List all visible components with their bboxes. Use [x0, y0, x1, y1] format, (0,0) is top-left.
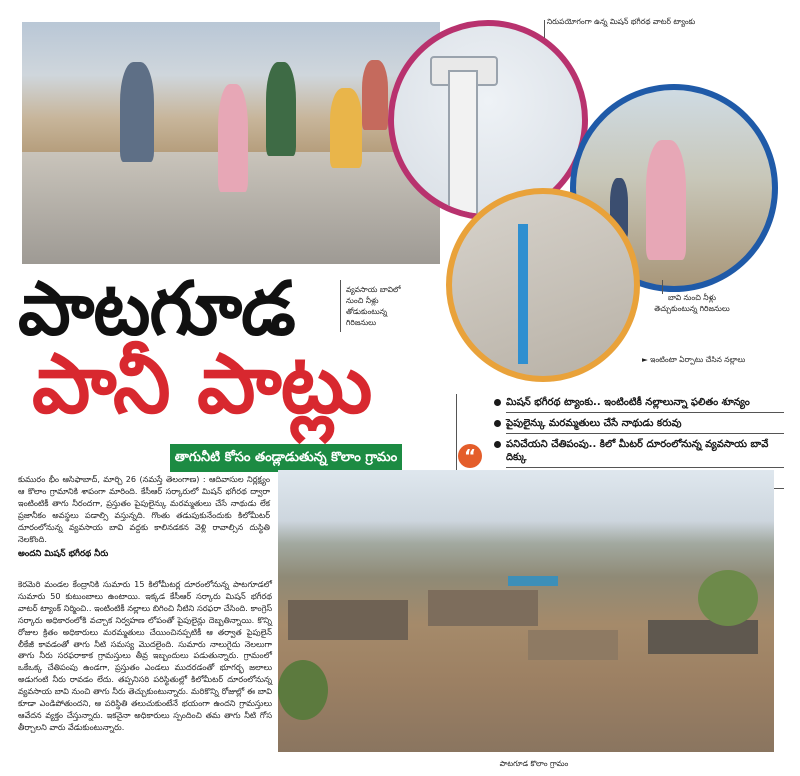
tank-tower	[448, 70, 478, 220]
tap-photo	[446, 188, 640, 382]
highlight-text: మిషన్ భగీరథ ట్యాంకు.. ఇంటింటికీ నల్లాలున్నా ఫలితం శూన్యం	[506, 396, 784, 413]
caption-pointer	[662, 280, 663, 294]
article-intro	[18, 474, 270, 563]
villager-figure	[330, 88, 362, 168]
villager-figure	[120, 62, 154, 162]
highlight-item	[494, 438, 784, 468]
hut-roof	[648, 620, 758, 654]
caption-pointer	[544, 20, 545, 38]
body-paragraph: కెరమెరి మండల కేంద్రానికి సుమారు 15 కిలోమీటర్ల దూరంలోనున్న పాటగూడలో సుమారు 50 కుటుంబాలు ఉంటాయి. ఇక్కడ కేసీఆర్ సర్కారు మిషన్ భగీరథ వాటర్ ట్యాంక్ నిర్మించి.. ఇంటింటికీ నల్లాలు బిగించి నీటిని సరఫరా చేసింది. కాంగ్రెస్ సర్కారు అధికారంలోకి వచ్చాక నిర్వహణ లోపంతో పైపులైన్లు దెబ్బతిన్నాయి. కొన్ని రోజుల క్రితం అధికారులు మరమ్మతులు చేయించినప్పటికీ ఆ తర్వాత పైపులైన్ లీకేజీ కావడంతో తాగు నీటి సమస్య మొదలైంది. సుమారు నాలుగైదు నెలలుగా తాగు నీరు సరఫరాకాక గ్రామస్తులు తీవ్ర ఇబ్బందులు పడుతున్నారు. గ్రామంలో ఒకేఒక్క చేతిపంపు ఉండగా, ప్రస్తుతం ఎండలు ముదరడంతో భూగర్భ జలాలు అడుగంటి నీరు రావడం లేదు. తప్పనిసరి పరిస్థితుల్లో కిలోమీటర్ దూరంలోనున్న వ్యవసాయ బావి నుంచి తాగు నీరు తెచ్చుకుంటున్నారు. మరికొన్ని రోజుల్లో ఈ బావి కూడా ఎండిపోతుందని, ఆ పరిస్థితి తలుచుకుంటేనే భయంగా ఉందని గ్రామస్తులు ఆవేదన వ్యక్తం చేస్తున్నారు. ఇకనైనా అధికారులు స్పందించి తమ తాగు నీటి గోస తీర్చాలని వారు వేడుకుంటున్నారు.	[18, 579, 272, 732]
village-photo	[278, 470, 774, 752]
caption-women: బావి నుంచి నీళ్లు తెచ్చుకుంటున్న గిరిజనులు	[654, 293, 730, 313]
blue-roof	[508, 576, 558, 586]
highlight-item	[494, 417, 784, 434]
tree-cluster	[698, 570, 758, 626]
caption-tap	[642, 354, 772, 365]
highlight-item	[494, 396, 784, 413]
caption-tank: నిరుపయోగంగా ఉన్న మిషన్ భగీరథ వాటర్ ట్యాంకు	[546, 17, 696, 26]
well-photo	[22, 22, 440, 264]
quote-icon: “	[458, 444, 482, 468]
hut-roof	[428, 590, 538, 626]
intro-paragraph: కుమురం భీం ఆసిఫాబాద్, మార్చి 26 (నమస్తే తెలంగాణ) : ఆదివాసుల నిర్లక్ష్యం ఆ కొలాం గ్రామానికి శాపంగా మారింది. కేసీఆర్ సర్కారులో మిషన్ భగీరథ ద్వారా ఇంటింటికీ తాగు నీరందగా, ప్రస్తుతం పైపులైన్కు మరమ్మతులు చేసే నాథుడు లేక ప్రజానీకం అవస్థలు పడాల్సి వస్తున్నది. గొంతు తడుపుకునేందుకు కిలోమీటర్ దూరంలోనున్న వ్యవసాయ బావి వద్దకు కాలినడకన వెళ్లి రావాల్సిన దుస్థితి నెలకొంది.	[18, 474, 270, 544]
tree-cluster	[278, 660, 328, 720]
article-body	[18, 579, 272, 734]
tap-pipe	[518, 224, 528, 364]
headline-line1: పాటగూడ	[18, 266, 295, 352]
article-subhead: అందని మిషన్ భగీరథ నీరు	[18, 549, 109, 560]
villager-figure	[646, 140, 686, 260]
hut-roof	[528, 630, 618, 660]
hut-roof	[288, 600, 408, 640]
caption-well: వ్యవసాయ బావిలో నుంచి నీళ్లు తోడుకుంటున్న గిరిజనులు	[346, 285, 401, 327]
villager-figure	[362, 60, 388, 130]
headline-line2: పానీ పాట్లు	[32, 337, 372, 432]
villager-figure	[266, 62, 296, 156]
highlight-text: పైపులైన్కు మరమ్మతులు చేసే నాథుడు కరువు	[506, 417, 784, 434]
caption-divider	[340, 280, 341, 332]
headline-deck: తాగునీటి కోసం తండ్లాడుతున్న కొలాం గ్రామం	[170, 444, 402, 472]
caption-arrow-icon: ►	[642, 355, 651, 364]
caption-village: పాటగూడ కొలాం గ్రామం	[499, 759, 569, 768]
highlight-text: పనిచేయని చేతిపంపు.. కిలో మీటర్ దూరంలోనున్న వ్యవసాయ బావే దిక్కు	[506, 438, 784, 468]
villager-figure	[218, 84, 248, 192]
caption-tap-text: ఇంటింటా ఏర్పాటు చేసిన నల్లాలు	[650, 355, 746, 364]
